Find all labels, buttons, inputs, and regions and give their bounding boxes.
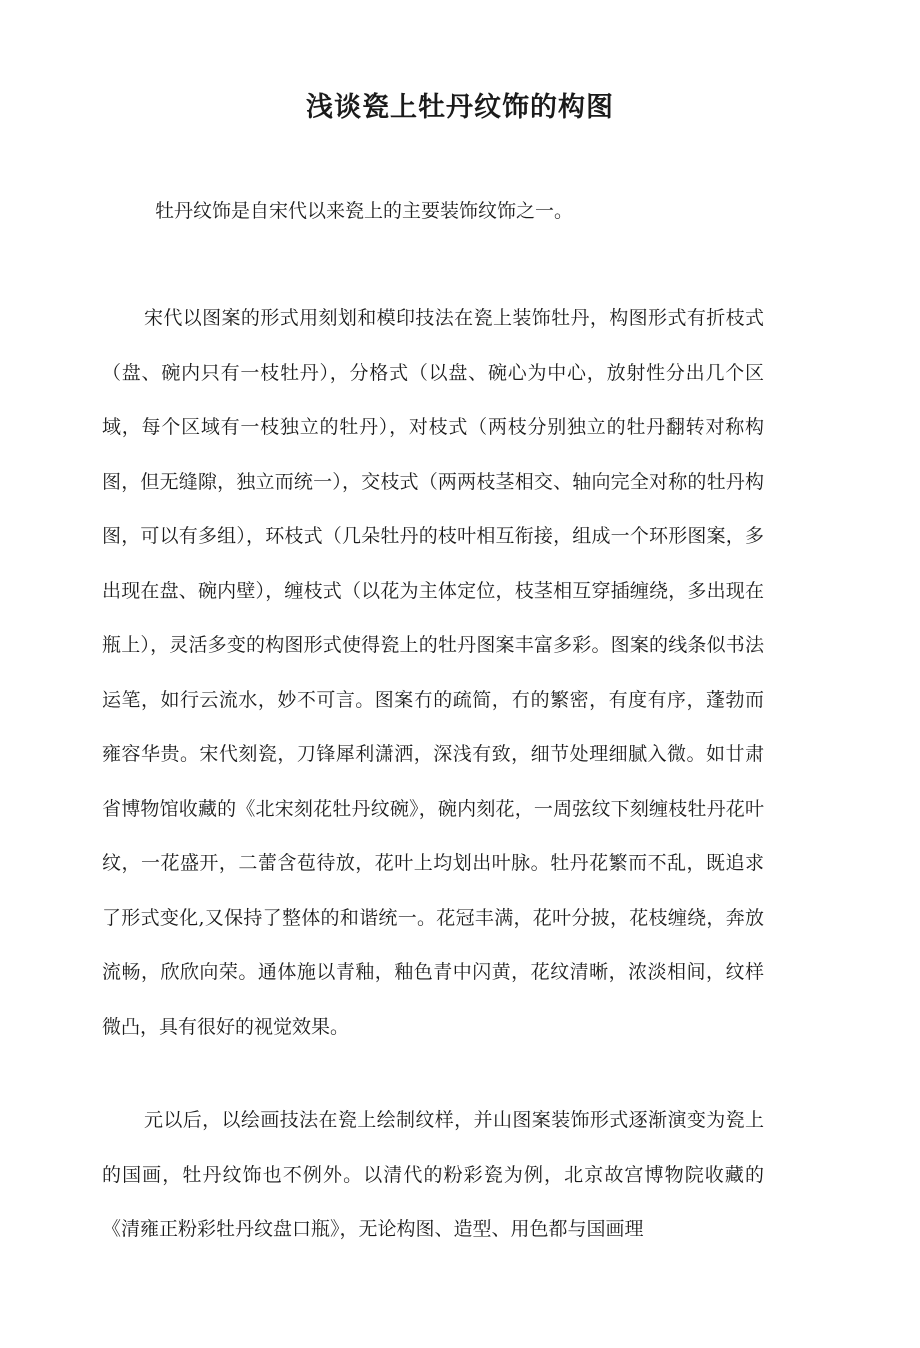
body-paragraph-yuan-dynasty: 元以后，以绘画技法在瓷上绘制纹样，并山图案装饰形式逐渐演变为瓷上的国画，牡丹纹饰也不例外。以清代的粉彩瓷为例，北京故宫博物院收藏的《清雍正粉彩牡丹纹盘口瓶》，无论构图、造型、用色都与国画理 <box>102 1109 764 1240</box>
intro-paragraph: 牡丹纹饰是自宋代以来瓷上的主要装饰纹饰之一。 <box>155 200 574 222</box>
document-title: 浅谈瓷上牡丹纹饰的构图 <box>306 92 614 123</box>
body-paragraph-song-dynasty: 宋代以图案的形式用刻划和模印技法在瓷上装饰牡丹，构图形式有折枝式（盘、碗内只有一枝牡丹），分格式（以盘、碗心为中心，放射性分出几个区域，每个区域有一枝独立的牡丹），对枝式（两枝分别独立的牡丹翻转对称构图，但无缝隙，独立而统一），交枝式（两两枝茎相交、轴向完全对称的牡丹构图，可以有多组），环枝式（几朵牡丹的枝叶相互衔接，组成一个环形图案，多出现在盘、碗内壁），缠枝式（以花为主体定位，枝茎相互穿插缠绕，多出现在瓶上），灵活多变的构图形式使得瓷上的牡丹图案丰富多彩。图案的线条似书法运笔，如行云流水，妙不可言。图案冇的疏简，冇的繁密，有度有序，蓬勃而雍容华贵。宋代刻瓷，刀锋犀利潇洒，深浅有致，细节处理细腻入微。如廿肃省博物馆收藏的《北宋刻花牡丹纹碗》，碗内刻花，一周弦纹下刻缠枝牡丹花叶纹，一花盛开，二蕾含苞待放，花叶上均划出叶脉。牡丹花繁而不乱，既追求了形式变化,又保持了整体的和谐统一。花冠丰满，花叶分披，花枝缠绕，奔放流畅，欣欣向荣。通体施以青釉，釉色青中闪黄，花纹清晰，浓淡相间，纹样微凸，具有很好的视觉效果。 <box>102 307 764 1038</box>
